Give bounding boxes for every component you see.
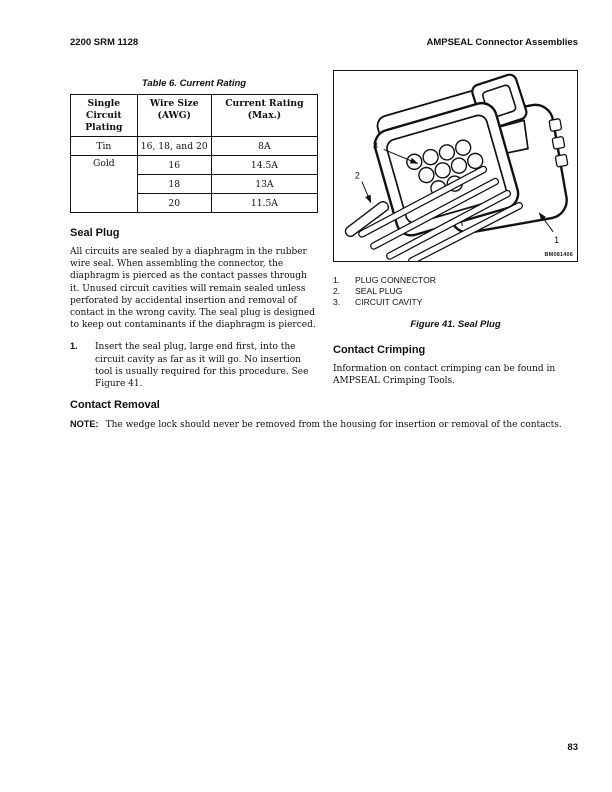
callout-label: PLUG CONNECTOR <box>355 275 437 285</box>
figure-label-1: 1 <box>554 234 560 245</box>
col-header-wire-size: Wire Size (AWG) <box>137 95 211 137</box>
callout-item <box>333 286 578 297</box>
table-row <box>71 156 318 175</box>
col-header-plating: Single Circuit Plating <box>71 95 138 137</box>
callout-number: 2. <box>333 286 341 296</box>
header-doc-number: 2200 SRM 1128 <box>70 37 139 48</box>
figure-label-3: 3 <box>372 140 378 151</box>
left-column <box>70 70 318 390</box>
cell-rating: 13A <box>211 175 317 194</box>
figure-caption: Figure 41. Seal Plug <box>410 319 501 330</box>
callout-item <box>333 275 578 286</box>
table-header-row <box>71 95 318 137</box>
two-column-region <box>70 70 578 390</box>
callout-item <box>333 297 578 308</box>
cell-rating: 11.5A <box>211 194 317 213</box>
cell-rating: 8A <box>211 137 317 156</box>
contact-removal-section <box>70 399 578 430</box>
note-paragraph <box>70 419 578 430</box>
cell-wire-size: 18 <box>137 175 211 194</box>
figure-41-image <box>333 70 578 262</box>
step-text: Insert the seal plug, large end first, into the circuit cavity as far as it will go. No insertion tool is usually required for this procedure. See Figure 41. <box>95 342 309 390</box>
col-header-rating: Current Rating (Max.) <box>211 95 317 137</box>
step-number: 1. <box>70 341 78 352</box>
figure-callout-list <box>333 275 578 308</box>
note-text: The wedge lock should never be removed from the housing for insertion or removal of the contacts. <box>105 420 562 430</box>
cell-plating: Tin <box>71 137 138 156</box>
cell-wire-size: 16, 18, and 20 <box>137 137 211 156</box>
callout-label: SEAL PLUG <box>355 286 403 296</box>
right-column <box>333 70 578 390</box>
table-row <box>71 137 318 156</box>
cell-wire-size: 20 <box>137 194 211 213</box>
current-rating-table <box>70 94 318 213</box>
seal-plug-heading: Seal Plug <box>70 227 120 239</box>
callout-label: CIRCUIT CAVITY <box>355 297 423 307</box>
note-label: NOTE: <box>70 419 99 429</box>
figure-label-2: 2 <box>354 170 360 181</box>
seal-plug-paragraph: All circuits are sealed by a diaphragm in the rubber wire seal. When assembling the connector, the diaphragm is pierced as the contact passes through it. Unused circuit cavities will remain sealed unless perforated by accidental insertion and removal of contact in the wrong cavity. The seal plug is designed to keep out contaminants if the diaphragm is pierced. <box>70 247 316 331</box>
cell-rating: 14.5A <box>211 156 317 175</box>
connector-line-drawing <box>334 71 577 261</box>
callout-number: 1. <box>333 275 341 285</box>
header-doc-title: AMPSEAL Connector Assemblies <box>426 37 578 48</box>
table-title: Table 6. Current Rating <box>141 78 247 89</box>
callout-number: 3. <box>333 297 341 307</box>
cell-plating: Gold <box>71 156 138 213</box>
contact-crimping-heading: Contact Crimping <box>333 344 426 356</box>
contact-crimping-paragraph: Information on contact crimping can be found in AMPSEAL Crimping Tools. <box>333 364 556 387</box>
page-number: 83 <box>567 742 578 753</box>
contact-removal-heading: Contact Removal <box>70 399 160 411</box>
cell-wire-size: 16 <box>137 156 211 175</box>
figure-watermark: BM081406 <box>544 252 573 258</box>
page-header <box>70 37 578 48</box>
procedure-step <box>70 341 318 390</box>
